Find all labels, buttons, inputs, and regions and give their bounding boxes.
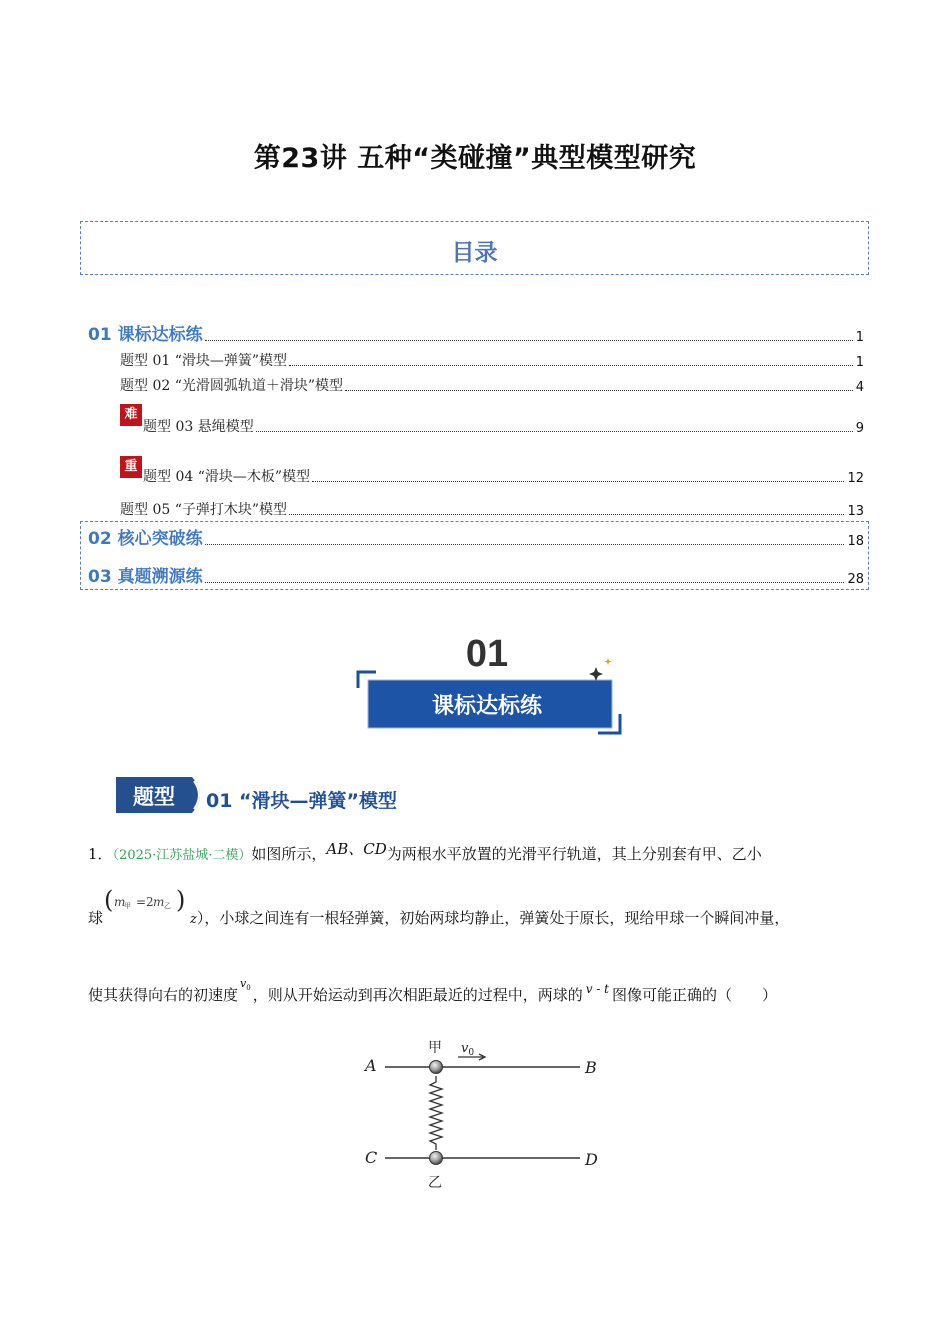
toc-leader (289, 364, 853, 366)
toc-page-number: 12 (847, 471, 864, 486)
toc-entry-type-02[interactable] (120, 373, 864, 395)
question-text: ），小球之间连有一根轻弹簧，初始两球均静止，弹簧处于原长，现给甲球一个瞬间冲量， (196, 909, 790, 927)
toc-leader (345, 389, 853, 391)
toc-entry-type-03[interactable] (120, 407, 864, 436)
question-line-1 (88, 840, 762, 864)
label-c: C (365, 1148, 378, 1167)
math-ab-cd: AB、CD (326, 840, 387, 858)
math-z: z (190, 912, 197, 927)
toc-page-number: 9 (855, 421, 864, 436)
ball-yi (430, 1152, 443, 1165)
math-v0: v0 (240, 977, 251, 993)
svg-text:m: m (114, 895, 126, 909)
spring-figure (355, 1030, 605, 1195)
spring (430, 1076, 442, 1150)
toc-entry-section-02[interactable] (88, 527, 864, 549)
question-text: 图像可能正确的（ ） (612, 986, 778, 1004)
toc-entry-label: 01 课标达标练 (88, 325, 203, 345)
toc-entry-label: 题型 04 “滑块—木板”模型 (143, 469, 311, 485)
toc-leader (205, 339, 853, 341)
toc-leader (289, 513, 844, 515)
toc-heading: 目录 (451, 240, 498, 266)
page-title: 第23讲 五种“类碰撞”典型模型研究 (253, 143, 697, 174)
badge-label: 题型 (133, 784, 175, 809)
toc-entry-type-01[interactable] (120, 348, 864, 370)
toc-page-number: 1 (855, 330, 864, 345)
svg-text:): ) (176, 886, 186, 914)
label-jia: 甲 (428, 1040, 442, 1056)
toc-entry-label: 02 核心突破练 (88, 529, 203, 549)
toc-entry-section-01[interactable] (88, 323, 864, 345)
label-b: B (585, 1058, 597, 1077)
toc-page-number: 18 (847, 534, 864, 549)
question-line-3 (88, 977, 778, 1005)
label-d: D (585, 1150, 598, 1169)
toc-entry-label: 题型 05 “子弹打木块”模型 (120, 502, 288, 518)
section-number: 01 (465, 633, 509, 675)
toc-leader (205, 543, 845, 545)
toc-leader (312, 480, 844, 482)
label-a: A (365, 1056, 377, 1075)
question-text: 球 (88, 909, 104, 927)
toc-entry-type-05[interactable] (120, 497, 864, 519)
question-text: ，则从开始运动到再次相距最近的过程中，两球的 (252, 986, 583, 1004)
question-line-2b (190, 907, 789, 928)
math-vt: v - t (585, 982, 610, 996)
question-number: 1． (88, 845, 113, 863)
svg-text:=2: =2 (136, 895, 154, 909)
type-badge (116, 775, 208, 815)
priority-tag-key: 重 (120, 456, 142, 478)
toc-entry-label: 题型 03 悬绳模型 (143, 419, 254, 435)
sparkle-icon (589, 667, 603, 681)
ball-jia (430, 1061, 443, 1074)
type-header-text: 01 “滑块—弹簧”模型 (206, 790, 398, 812)
question-line-2 (88, 907, 103, 928)
toc-leader (205, 581, 845, 583)
math-mass-relation (104, 884, 194, 914)
toc-page-number: 4 (855, 380, 864, 395)
svg-text:乙: 乙 (164, 902, 171, 910)
question-source: （2025·江苏盐城·二模） (112, 848, 252, 863)
svg-text:m: m (153, 895, 165, 909)
sparkle-small-icon (605, 658, 612, 665)
toc-entry-section-03[interactable] (88, 565, 864, 587)
difficulty-tag-hard: 难 (120, 404, 142, 426)
toc-entry-label: 题型 02 “光滑圆弧轨道＋滑块”模型 (120, 378, 344, 394)
label-yi: 乙 (428, 1175, 442, 1191)
section-banner (354, 630, 624, 740)
question-text: 为两根水平放置的光滑平行轨道，其上分别套有甲、乙小 (386, 845, 762, 863)
section-label: 课标达标练 (431, 694, 543, 719)
svg-text:甲: 甲 (124, 902, 131, 910)
toc-entry-label: 题型 01 “滑块—弹簧”模型 (120, 353, 288, 369)
svg-text:(: ( (104, 886, 114, 914)
label-v0: $v_0$ (461, 1041, 475, 1058)
toc-page-number: 1 (855, 355, 864, 370)
toc-entry-label: 03 真题溯源练 (88, 567, 203, 587)
toc-page-number: 28 (847, 572, 864, 587)
toc-entry-type-04[interactable] (120, 459, 864, 486)
question-text: 如图所示， (251, 845, 327, 863)
toc-leader (256, 430, 853, 432)
toc-page-number: 13 (847, 504, 864, 519)
question-text: 使其获得向右的初速度 (88, 986, 239, 1004)
